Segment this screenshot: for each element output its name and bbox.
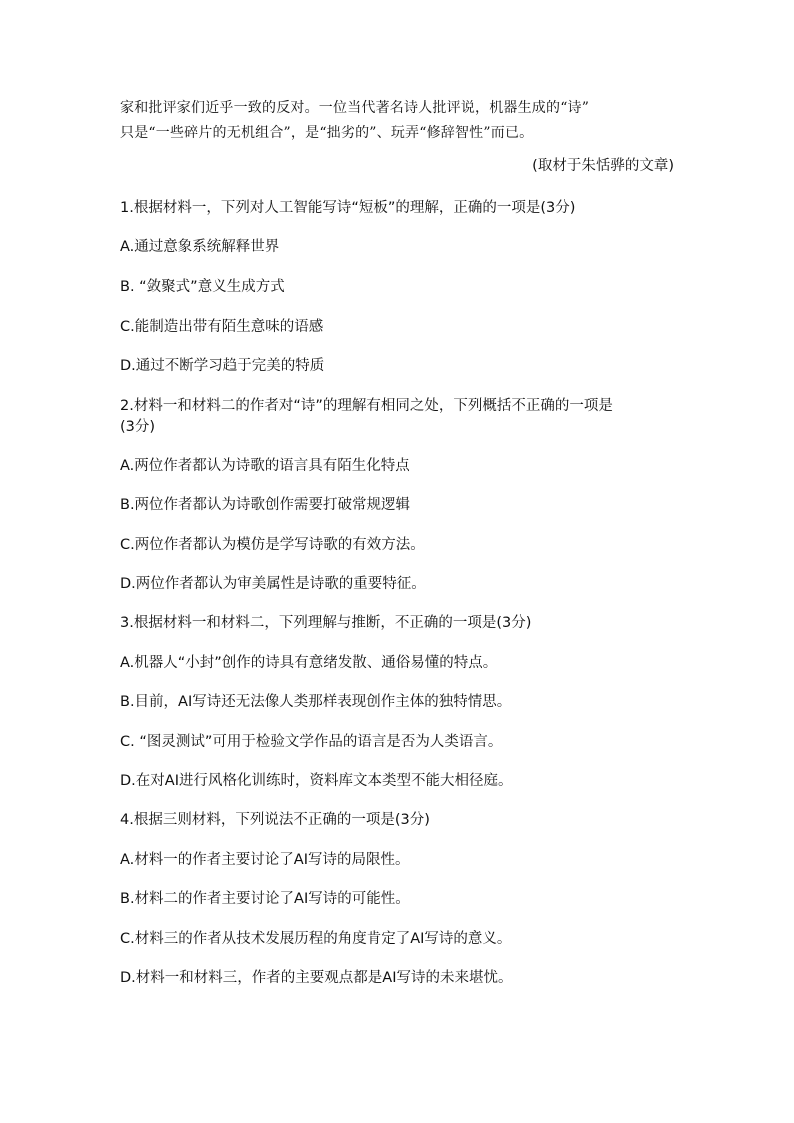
question-2-option-c: C.两位作者都认为模仿是学写诗歌的有效方法。: [120, 537, 425, 553]
question-2-option-b: B.两位作者都认为诗歌创作需要打破常规逻辑: [120, 497, 411, 513]
intro-line-1: 家和批评家们近乎一致的反对。一位当代著名诗人批评说，机器生成的“诗”: [120, 100, 590, 116]
intro-paragraph: [120, 96, 680, 146]
intro-line-2: 只是“一些碎片的无机组合”，是“拙劣的”、玩弄“修辞智性”而已。: [120, 125, 534, 141]
source-citation: (取材于朱恬骅的文章): [532, 158, 674, 174]
question-4-option-c: C.材料三的作者从技术发展历程的角度肯定了AI写诗的意义。: [120, 931, 512, 947]
question-4-option-a: A.材料一的作者主要讨论了AI写诗的局限性。: [120, 852, 410, 868]
question-2-option-d: D.两位作者都认为审美属性是诗歌的重要特征。: [120, 576, 426, 592]
question-1-option-a: A.通过意象系统解释世界: [120, 239, 280, 255]
question-3-stem: 3.根据材料一和材料二，下列理解与推断，不正确的一项是(3分): [120, 615, 532, 631]
question-3-option-c: C. “图灵测试”可用于检验文学作品的语言是否为人类语言。: [120, 734, 503, 750]
question-1-option-d: D.通过不断学习趋于完美的特质: [120, 358, 325, 374]
question-2-option-a: A.两位作者都认为诗歌的语言具有陌生化特点: [120, 458, 410, 474]
question-1-option-c: C.能制造出带有陌生意味的语感: [120, 319, 324, 335]
question-4-option-d: D.材料一和材料三，作者的主要观点都是AI写诗的未来堪忧。: [120, 970, 513, 986]
question-2-stem-line-1: 2.材料一和材料二的作者对“诗”的理解有相同之处，下列概括不正确的一项是: [120, 398, 613, 414]
question-3-option-d: D.在对AI进行风格化训练时，资料库文本类型不能大相径庭。: [120, 773, 513, 789]
question-3-option-a: A.机器人“小封”创作的诗具有意绪发散、通俗易懂的特点。: [120, 655, 498, 671]
question-3-option-b: B.目前，AI写诗还无法像人类那样表现创作主体的独特情思。: [120, 694, 512, 710]
question-2-stem-line-2: (3分): [120, 419, 156, 435]
question-4-stem: 4.根据三则材料，下列说法不正确的一项是(3分): [120, 812, 430, 828]
question-4-option-b: B.材料二的作者主要讨论了AI写诗的可能性。: [120, 891, 410, 907]
question-1-option-b: B. “敛聚式”意义生成方式: [120, 279, 285, 295]
question-1-stem: 1.根据材料一，下列对人工智能写诗“短板”的理解，正确的一项是(3分): [120, 200, 576, 216]
